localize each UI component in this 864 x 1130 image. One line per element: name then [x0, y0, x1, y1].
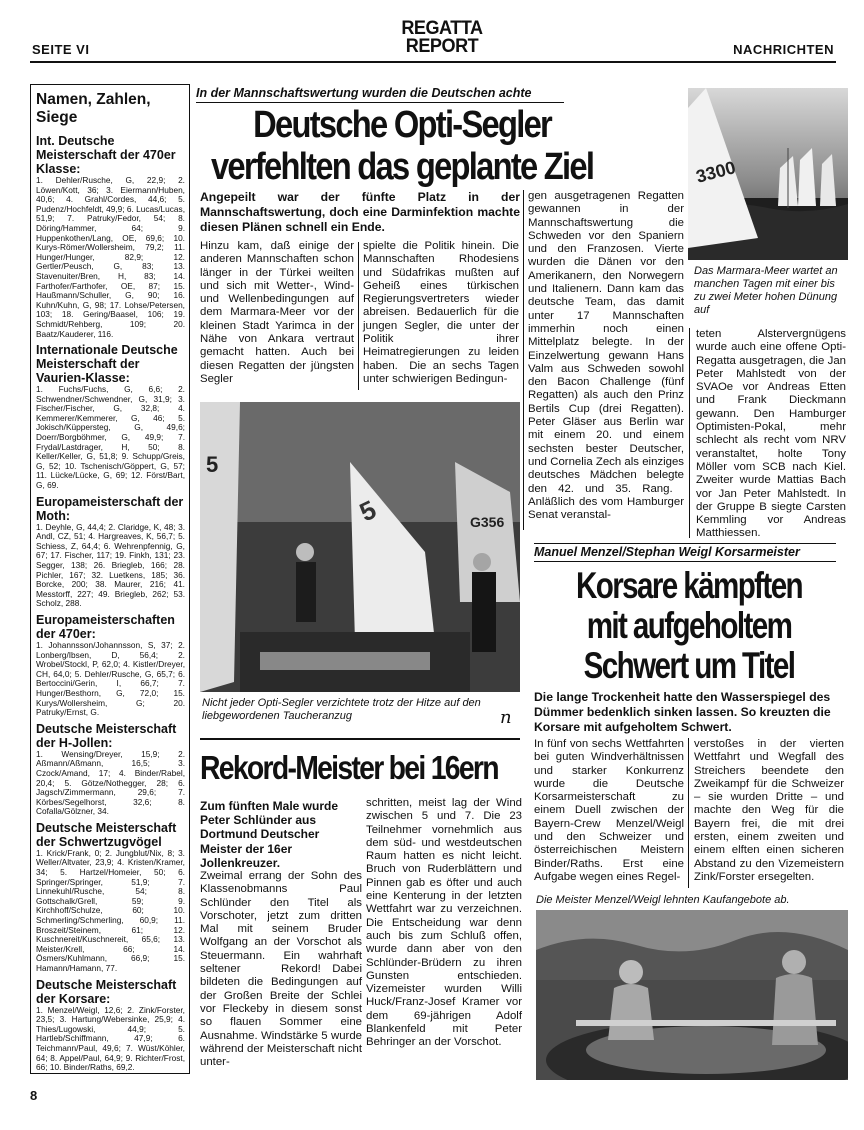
result-text: 1. Menzel/Weigl, 12,6; 2. Zink/Forster, 23,5; 3. Hartung/Webersinke, 25,9; 4. Thies/Lugowski, 44,9; 5. Hartleb/Schiffmann, 47,9; 6. Teichmann/Paul, 49,6; 7. Wüst/Köhler, 64; 8. Appel/Paul, 64,9; 9. Richter/Frost, 66; 10. Binder/Raths, 69,2.	[36, 1004, 185, 1073]
masthead-line1: REGATTA	[401, 18, 483, 39]
article-kicker: Manuel Menzel/Stephan Weigl Korsarmeister	[534, 543, 836, 562]
article-lead: Zum fünften Male wurde Peter Schlünder aus Dortmund Deutscher Meister der 16er Jollenkreuzer.	[200, 799, 338, 870]
section-label: NACHRICHTEN	[733, 42, 834, 57]
article-headline: Rekord-Meister bei 16ern	[200, 749, 498, 786]
sidebar-title: Namen, Zahlen, Siege	[36, 91, 151, 126]
result-text: 1. Krick/Frank, 0; 2. Jungblut/Nix, 8; 3. Weller/Altvater, 23,9; 4. Kristen/Kramer, 34; 5. Hartzel/Homeier, 50; 6. Springer/Springer, 51,9; 7. Linnekuhl/Rusche, 54; 8. Gottschalk/Grell, 59; 9. Kirchhoff/Schulze, 60; 10. Schmerling/Schmerling, 60,9; 11. Broszeit/Steinem, 61; 12. Kuschnereit/Kuschnereit, 65,6; 13. Meister/Krell, 66; 14. Ösmers/Kuhlmann, 66,9; 15. Hamann/Hamann, 77.	[36, 847, 185, 973]
result-heading: Internationale Deutsche Meisterschaft der Vaurien-Klasse:	[36, 343, 178, 386]
result-text: 1. Dehler/Rusche, G, 22,9; 2. Löwen/Kott, 36; 3. Eiermann/Huben, 40,6; 4. Grahl/Cordes, 44,6; 5. Pudenz/Hochfeldt, 49,9; 6. Lucas/Lucas, 51,9; 7. Patruky/Fedor, 54; 8. Döring/Hammer, 64; 9. Huppenkothen/Lang, OE, 69,6; 10. Kurys-Römer/Wollersheim, 79,2; 11. Hunger/Hunger, 82,9; 12. Gertler/Peusch, G, 83; 13. Stavenuiter/Bren, H, 83; 14. Farthofer/Farthofer, OE, 87; 15. Haußmann/Schuller, G, 90; 16. Kuhn/Kuhn, G, 98; 17. Lohse/Petersen, 103; 18. Gering/Baasel, 106; 19. Schmidt/Rehberg, 109; 20. Baatz/Kauderer, 116.	[36, 175, 185, 339]
article-lead: Die lange Trockenheit hatte den Wasserspiegel des Dümmer bedenklich sinken lassen. So kreuzten die Korsare mit aufgeholtem Schwert.	[534, 690, 831, 734]
masthead-line2: REPORT	[405, 36, 479, 57]
article-column: gen ausgetragenen Regatten gewannen in der Mannschaftswertung die Schweden vor den Spaniern und den Franzosen. Vierte wurden die Dänen vor den Amerikanern, den Norwegern und Italienern. Dann kam das deutsche Team, das damit unter 17 Mannschaften immerhin noch einen Mittelplatz belegte. In der Einzelwertung gewann Hans Valm aus Schweden sowohl den Bacon Challenge (fünf Regatten) als auch den Prinz Bertils Cup (drei Regatten). Peter Gläser aus Berlin war mit einem 20. und einem sechsten bester Deutscher, und Cornelia Zech als einziges deutsches Mädchen belegte den 42. und 35. Rang. Anläßlich des vom Hamburger Senat veranstal-	[528, 190, 684, 522]
champions-photo	[536, 910, 848, 1080]
sail-number: 3300	[693, 157, 738, 187]
photo-caption: Nicht jeder Opti-Segler verzichtete trotz der Hitze auf den liebgewordenen Taucheranzug	[202, 697, 481, 722]
masthead-logo	[395, 20, 490, 56]
article-headline: Korsare kämpften mit aufgeholtem Schwert um Titel	[575, 565, 803, 686]
photo-caption: Die Meister Menzel/Weigl lehnten Kaufangebote ab.	[536, 894, 790, 906]
results-sidebar	[30, 84, 190, 1074]
result-text: 1. Fuchs/Fuchs, G, 6,6; 2. Schwendner/Schwendner, G, 31,9; 3. Fischer/Fischer, G, 32,8; 4. Kemmerer/Kemmerer, G, 46; 5. Jokisch/Küppersteg, G, 49,6; Doerr/Borgböhmer, G, 49,9; 7. Frydal/Lastdrager, H, 50; 8. Keller/Keller, G, 51,8; 9. Schupp/Greis, G, 52; 10. Tschenisch/Göppert, G, 57; 11. Lücke/Lücke, G, 69; 12. Först/Bart, G, 69.	[36, 384, 185, 491]
opti-photo	[200, 402, 520, 692]
sea-photo	[688, 88, 848, 260]
sail-number-2: G356	[470, 514, 505, 530]
article-column: schritten, meist lag der Wind zwischen 5 und 7. Die 23 Teilnehmer vornehmlich aus dem süd- und westdeutschen Raum hatten es nicht leicht. Bruch von Ruderblättern und Pinnen gab es öfter und auch eine Kenterung in der letzten Wettfahrt war zu verzeichnen. Die Entscheidung war denn auch bis zum Schluß offen, wurde dann aber von den Schlünder-Brüdern zu ihren Gunsten entschieden. Vizemeister wurden Willi Huck/Franz-Josef Kramer vor dem 69-jährigen Adolf Blankenfeld mit Peter Behringer an der Vorschot.	[366, 797, 522, 1049]
article-column: verstoßes in der vierten Wettfahrt und Wegfall des Streichers beendete den Zweikampf für die Schweizer – sie wurden Dritte – und machte den Weg für die Bayern frei, die mit drei ersten, einem zweiten und einem elften einen sicheren Abstand zu den Vizemeistern Zink/Forster ersegelten.	[694, 738, 844, 883]
article-column: In fünf von sechs Wettfahrten bei guten Windverhältnissen und starker Konkurrenz wurde die Deutsche Korsarmeisterschaft zu einem Duell zwischen der Bayern-Crew Menzel/Weigl und den Schweizer und österreichischen Meistern Binder/Raths. Erst eine Aufgabe wegen eines Regel-	[534, 738, 684, 883]
column-divider	[689, 328, 690, 538]
article-column: spielte die Politik hinein. Die Mannschaften Rhodesiens und Südafrikas mußten auf Geheiß eines türkischen Regierungsvertreters wieder abreisen. Bedauerlich für die jungen Segler, die unter der Politik ihrer Heimatregierungen zu leiden haben. Die an sechs Tagen unter schwierigen Bedingun-	[363, 240, 519, 385]
result-heading: Deutsche Meisterschaft der Korsare:	[36, 977, 177, 1006]
article-lead: Angepeilt war der fünfte Platz in der Mannschaftswertung, doch eine Darminfektion machte diesen Plänen schnell ein Ende.	[200, 190, 520, 235]
header-rule	[30, 61, 836, 63]
result-text: 1. Deyhle, G, 44,4; 2. Claridge, K, 48; 3. Andl, CZ, 51; 4. Hargreaves, K, 56,7; 5. Schiess, Z, 64,4; 6. Wehrenpfennig, G, 67; 17. Fischer, 117; 19. Finkh, 131; 23. Segger, 138; 26. Briegleb, 166; 28. Pichler, 167; 32. Luetkens, 185; 36. Borcke, 200; 38. Maurer, 216; 41. Messtorff, 227; 49. Briegleb, 262; 53. Scholz, 288.	[36, 521, 185, 609]
page-label: SEITE VI	[32, 42, 90, 57]
article-column: Zweimal errang der Sohn des Klassenobmanns Paul Schlünder den Titel als Vorschoter, jetzt zum dritten Mal mit seinem Bruder Wolfgang an der Vorschot als Steuermann. Ein wahrhaft seltener Rekord! Dabei bildeten die Bedingungen auf der Großen Breite der Schlei vor Fleckeby in diesem sonst so flauen Sommer eine Ausnahme. Windstärke 5 wurde während der Meisterschaft nicht unter-	[200, 870, 362, 1069]
result-heading: Europameisterschaften der 470er:	[36, 612, 175, 641]
article-column: Hinzu kam, daß einige der anderen Mannschaften schon länger in der Türkei weilten und sich mit Wetter-, Wind- und Wellenbedingungen auf dem Marmara-Meer vor der kleinen Stadt Yarimca in der Nähe von Ankara vertraut gemacht hatten. Auch bei diesen Regatten der jüngsten Segler	[200, 240, 354, 385]
svg-text:5: 5	[354, 494, 381, 528]
article-column: teten Alstervergnügens wurde auch eine offene Opti-Regatta ausgetragen, die Jan Peter Mahlstedt von der SVAOe vor Andreas Etten und Frank Dieckmann gewann. Den Hamburger Optimisten-Pokal, mehr schlecht als recht vom NRV veranstaltet, holte Tony Möller vom SCB nach Kiel. Zweiter wurde Mattias Bach vor Jan Peter Mahlstedt. In der Gruppe B siegte Carsten Kemmling vor Andreas Matthiessen.	[696, 328, 846, 540]
result-heading: Deutsche Meisterschaft der H-Jollen:	[36, 721, 177, 750]
article-headline: Deutsche Opti-Segler verfehlten das geplante Ziel	[210, 104, 594, 188]
result-heading: Deutsche Meisterschaft der Schwertzugvögel	[36, 820, 177, 849]
result-text: 1. Wensing/Dreyer, 15,9; 2. Aßmann/Aßmann, 16,5; 3. Czock/Amand, 17; 4. Binder/Rabel, 20,4; 5. Götze/Nothegger, 28; 6. Jagsch/Zimmermann, 29,6; 7. Körbes/Segelhorst, 32,6; 8. Cofalla/Gölzner, 34.	[36, 748, 185, 817]
column-divider	[523, 190, 524, 530]
column-divider	[358, 242, 359, 390]
photographer-initials: n	[500, 707, 512, 728]
column-divider	[688, 738, 689, 888]
page-number: 8	[30, 1088, 38, 1103]
result-text: 1. Johannsson/Johannsson, S, 37; 2. Lonberg/Ibsen, D, 56,4; 2. Wrobel/Stockl, P, 62,0; 4. Kistler/Dreyer, CH, 64,0; 5. Dehler/Rusche, G, 65,7; 6. Bertoccini/Gerin, I, 66,7; 7. Hunger/Besthorn, G, 72,0; 15. Kurys/Wollersheim, G; 20. Patruky/Ernst, G.	[36, 639, 185, 718]
photo-caption: Das Marmara-Meer wartet an manchen Tagen mit einer bis zu zwei Meter hohen Dünung auf	[694, 265, 838, 316]
result-heading: Int. Deutsche Meisterschaft der 470er Klasse:	[36, 134, 176, 176]
svg-text:5: 5	[206, 452, 219, 477]
article-rule	[200, 738, 520, 740]
article-kicker: In der Mannschaftswertung wurden die Deutschen achte	[196, 86, 564, 103]
result-heading: Europameisterschaft der Moth:	[36, 494, 184, 523]
